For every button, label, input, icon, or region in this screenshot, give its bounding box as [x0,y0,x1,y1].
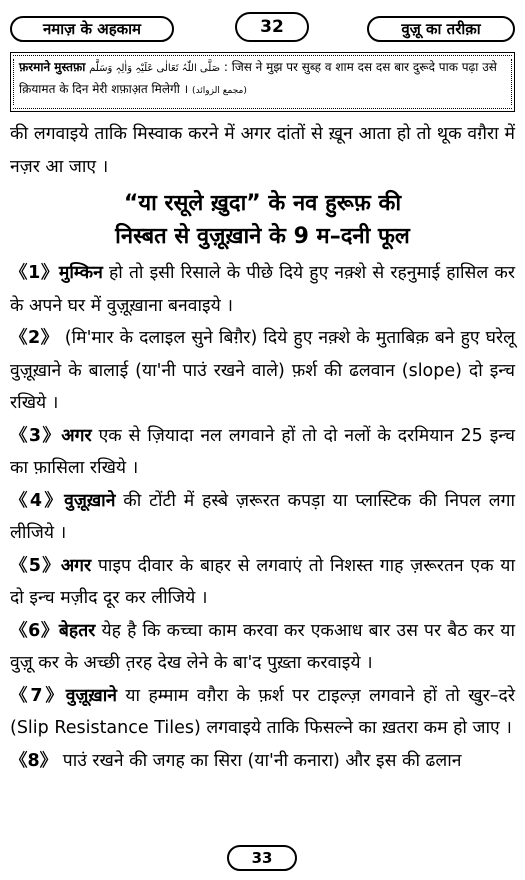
item-text: येह है कि कच्चा काम करवा कर एकआध बार उस पर बैठ कर या वुज़ू कर के अच्छी त़रह देख लेने के बा'द पुख़्ता करवाइये । [10,620,515,673]
list-item [10,615,515,680]
item-number: 《4》 [10,490,65,511]
main-content [10,118,515,777]
item-text: पाउं रखने की जगह का सिरा (या'नी कनारा) और इस की ढलान [57,750,462,771]
item-number: 《3》 [10,425,62,446]
page-number-bottom: 33 [227,845,297,871]
item-text: की टोंटी में हस्बे ज़रूरत कपड़ा या प्लास्टिक की निपल लगा लीजिये । [10,490,515,543]
hadith-box [10,52,515,112]
item-number: 《6》 [10,620,59,641]
item-number: 《8》 [10,750,58,771]
list-item [10,745,515,778]
item-number: 《2》 [10,328,59,348]
list-item [10,550,515,615]
item-keyword: बेहतर [58,620,96,641]
chapter-title: वुज़ू का तरीक़ा [367,16,515,42]
section-title [10,187,515,253]
list-item [10,322,515,420]
item-number: 《1》 [10,263,59,283]
intro-paragraph: की लगवाइये ताकि मिस्वाक करने में अगर दांतों से ख़ून आता हो तो थूक वग़ैरा में नज़र आ जाए । [10,124,515,177]
item-text: हो तो इसी रिसाले के पीछे दिये हुए नक़्शे से रहनुमाई हासिल कर के अपने घर में वुज़ूख़ाना बनवाइये । [10,263,515,316]
hadith-text: : जिस ने मुझ पर सुब्ह व शाम दस दस बार दुरूदे पाक पढ़ा उसे क़ियामत के दिन मेरी शफ़ाअ़त मिलेगी । [19,60,497,96]
item-text: पाइप दीवार के बाहर से लगवाएं तो निशस्त गाह ज़रूरतन एक या दो इन्च मज़ीद दूर कर लीजिये । [10,555,515,608]
salutation-text: صَلَّی اللّٰہُ تَعَالٰی عَلَیْہِ وَاٰلِہٖ وَسَلَّم [89,63,221,74]
item-keyword: वुज़ूख़ाने [65,685,117,706]
item-text: या हम्माम वग़ैरा के फ़र्श पर टाइल्ज़ लगवाने हों तो खुर–दरे (Slip Resistance Tiles) लगवाइये ताकि फिसल्ने का ख़तरा कम हो जाए । [10,685,515,738]
item-keyword: मुम्किन [58,263,103,283]
item-text: (मि'मार के दलाइल सुने बिग़ैर) दिये हुए नक़्शे के मुताबिक़ बने हुए घरेलू वुज़ूख़ाने के बालाई (या'नी पाउं रखने वाले) फ़र्श की ढलवान (slope) दो इन्च रखिये । [10,328,515,413]
item-number: 《5》 [10,555,61,576]
item-text: एक से ज़ियादा नल लगवाने हों तो दो नलों के दरमियान 25 इन्च का फ़ासिला रखिये । [10,425,515,478]
title-line-2: निस्बत से वुज़ूख़ाने के 9 म–दनी फूल [115,224,410,249]
list-item [10,257,515,322]
item-keyword: अगर [61,425,92,446]
item-number: 《7》 [10,685,66,706]
list-item [10,680,515,745]
page-header [10,10,515,44]
list-item [10,420,515,485]
list-item [10,485,515,550]
items-list [10,257,515,777]
title-line-1: “या रसूले ख़ुदा” के नव हुरूफ़ की [123,191,402,216]
page-number-top: 32 [235,12,309,42]
book-title: नमाज़ के अहकाम [10,16,174,42]
item-keyword: अगर [60,555,92,576]
item-keyword: वुज़ूख़ाने [64,490,116,511]
hadith-label: फ़रमाने मुस्तफ़ा [19,60,86,74]
hadith-reference: (مجمع الزوائد) [192,86,247,96]
